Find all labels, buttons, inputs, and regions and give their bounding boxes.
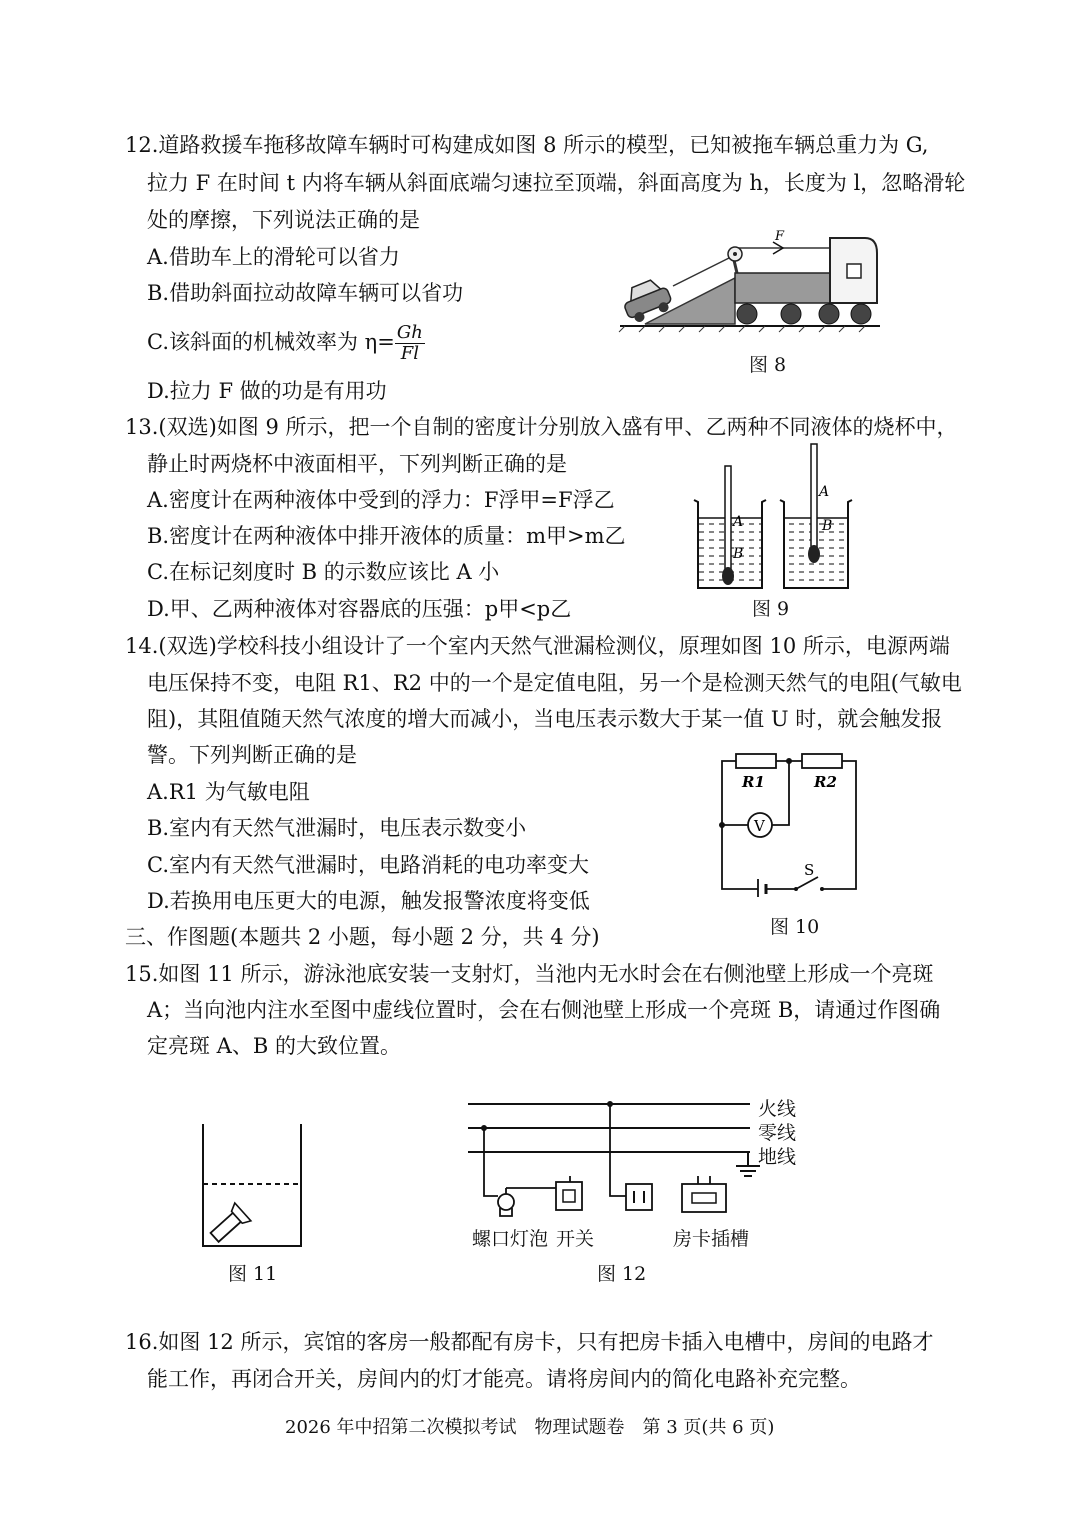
- hydrometer-stem: [811, 444, 817, 554]
- mark-a: A: [819, 484, 830, 500]
- voltmeter-label: V: [754, 817, 765, 835]
- q13-line2: 静止时两烧杯中液面相平，下列判断正确的是: [147, 452, 567, 476]
- truck-bed: [735, 273, 835, 303]
- q15-line1: 15.如图 11 所示，游泳池底安装一支射灯，当池内无水时会在右侧池壁上形成一个亮斑: [125, 962, 934, 986]
- socket-icon: [626, 1184, 652, 1210]
- q14-option-c: C.室内有天然气泄漏时，电路消耗的电功率变大: [147, 853, 589, 877]
- fraction-numerator: Gh: [396, 322, 423, 343]
- ground-line-label: 地线: [758, 1146, 797, 1168]
- q13-option-a: A.密度计在两种液体中受到的浮力：F浮甲=F浮乙: [147, 488, 615, 512]
- q14-line1: 14.(双选)学校科技小组设计了一个室内天然气泄漏检测仪，原理如图 10 所示，电源两端: [125, 634, 950, 658]
- switch-icon: [556, 1176, 582, 1210]
- figure-11-caption: 图 11: [228, 1263, 278, 1285]
- mark-b: B: [733, 546, 744, 562]
- q12-line1: 12.道路救援车拖移故障车辆时可构建成如图 8 所示的模型，已知被拖车辆总重力为 G,: [125, 133, 929, 157]
- q12-option-a: A.借助车上的滑轮可以省力: [147, 245, 400, 269]
- card-slot-icon: [682, 1176, 726, 1212]
- q13-line1: 13.(双选)如图 9 所示，把一个自制的密度计分别放入盛有甲、乙两种不同液体的烧杯中，: [125, 415, 958, 439]
- mark-b: B: [822, 518, 833, 534]
- q14-line4: 警。下列判断正确的是: [147, 743, 357, 767]
- q14-line2: 电压保持不变，电阻 R1、R2 中的一个是定值电阻，另一个是检测天然气的电阻(气敏电: [147, 671, 962, 695]
- wheel-icon: [781, 304, 801, 324]
- beaker-jia: [694, 466, 766, 588]
- neutral-line-label: 零线: [758, 1122, 797, 1144]
- q13-option-b: B.密度计在两种液体中排开液体的质量：m甲>m乙: [147, 524, 626, 548]
- q14-option-d: D.若换用电压更大的电源，触发报警浓度将变低: [147, 889, 590, 913]
- figure-8-tow-truck: [615, 228, 885, 333]
- fire-line-label: 火线: [758, 1098, 797, 1120]
- resistor-r2: [802, 754, 842, 768]
- q16-line2: 能工作，再闭合开关，房间内的灯才能亮。请将房间内的简化电路补充完整。: [147, 1367, 861, 1391]
- figure-11-pool: [195, 1120, 310, 1250]
- force-label: F: [775, 229, 785, 244]
- hydrometer-bulb: [722, 567, 734, 585]
- q13-option-c: C.在标记刻度时 B 的示数应该比 A 小: [147, 560, 500, 584]
- q14-option-b: B.室内有天然气泄漏时，电压表示数变小: [147, 816, 527, 840]
- q14-option-a: A.R1 为气敏电阻: [147, 780, 310, 804]
- q12-option-d: D.拉力 F 做的功是有用功: [147, 379, 387, 403]
- card-slot-label: 房卡插槽: [673, 1228, 750, 1250]
- cab-window: [847, 264, 861, 278]
- switch-label: S: [804, 861, 815, 879]
- q12-option-c-prefix: C.该斜面的机械效率为 η=: [147, 330, 395, 354]
- q14-line3: 阻)，其阻值随天然气浓度的增大而减小，当电压表示数大于某一值 U 时，就会触发报: [147, 707, 943, 731]
- q16-line1: 16.如图 12 所示，宾馆的客房一般都配有房卡，只有把房卡插入电槽中，房间的电路才: [125, 1330, 934, 1354]
- q12-option-c: [147, 323, 425, 364]
- figure-8-caption: 图 8: [749, 354, 787, 376]
- tow-rope: [673, 256, 733, 286]
- hydrometer-stem: [725, 466, 731, 576]
- q13-option-d: D.甲、乙两种液体对容器底的压强：p甲<p乙: [147, 597, 572, 621]
- beaker-yi: [780, 444, 852, 588]
- wheel-icon: [819, 304, 839, 324]
- spotlight-icon: [207, 1203, 251, 1246]
- bulb-label: 螺口灯泡: [472, 1228, 549, 1250]
- fraction-denominator: Fl: [400, 343, 419, 364]
- q15-line2: A；当向池内注水至图中虚线位置时，会在右侧池壁上形成一个亮斑 B，请通过作图确: [147, 998, 941, 1022]
- figure-12-hotel-circuit: [460, 1090, 805, 1220]
- figure-9-hydrometers: [688, 440, 868, 595]
- efficiency-fraction: [395, 323, 425, 364]
- mark-a: A: [733, 514, 744, 530]
- r2-label: R2: [814, 773, 837, 791]
- q12-line3: 处的摩擦，下列说法正确的是: [147, 208, 420, 232]
- page-footer: 2026 年中招第二次模拟考试 物理试题卷 第 3 页(共 6 页): [285, 1417, 775, 1438]
- figure-12-caption: 图 12: [597, 1263, 647, 1285]
- figure-9-caption: 图 9: [752, 598, 790, 620]
- wheel-icon: [737, 304, 757, 324]
- q12-line2: 拉力 F 在时间 t 内将车辆从斜面底端匀速拉至顶端，斜面高度为 h，长度为 l，忽略滑轮: [147, 171, 966, 195]
- wheel-icon: [851, 304, 871, 324]
- hydrometer-bulb: [808, 545, 820, 563]
- resistor-r1: [736, 754, 776, 768]
- q12-option-b: B.借助斜面拉动故障车辆可以省功: [147, 281, 464, 305]
- q15-line3: 定亮斑 A、B 的大致位置。: [147, 1034, 401, 1058]
- r1-label: R1: [742, 773, 765, 791]
- switch-label: 开关: [556, 1228, 595, 1250]
- figure-10-caption: 图 10: [770, 916, 820, 938]
- section-3-heading: 三、作图题(本题共 2 小题，每小题 2 分，共 4 分): [125, 925, 600, 949]
- figure-10-circuit: [710, 745, 870, 897]
